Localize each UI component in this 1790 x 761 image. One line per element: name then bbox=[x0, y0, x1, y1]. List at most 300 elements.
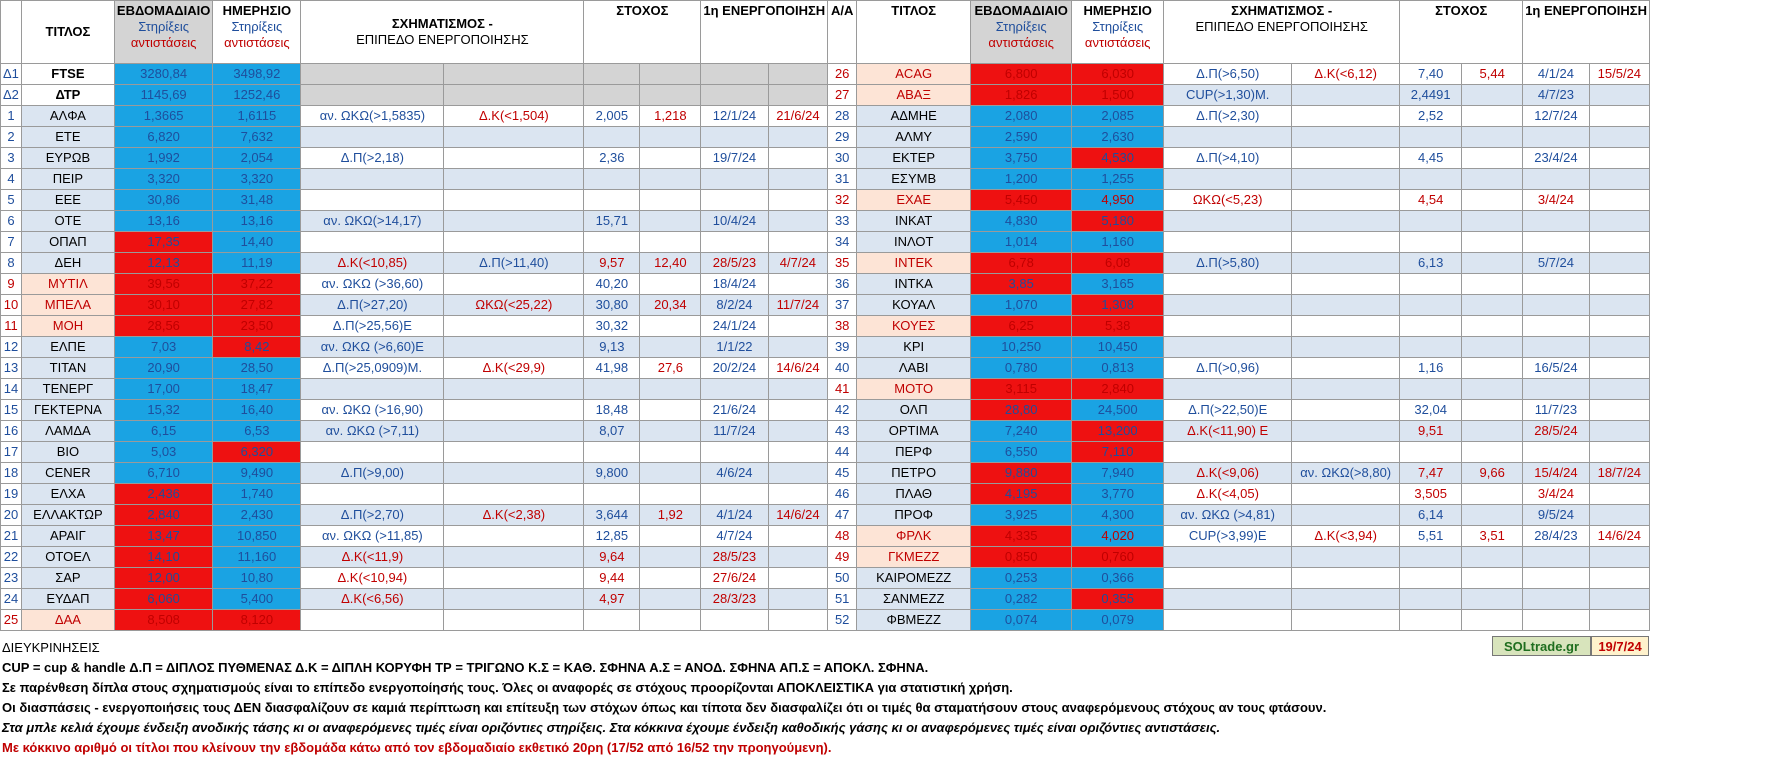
right-formation-primary: Δ.Π(>5,80) bbox=[1164, 253, 1292, 274]
left-target-primary bbox=[584, 610, 640, 631]
right-activation-primary: 12/7/24 bbox=[1523, 106, 1590, 127]
left-formation-secondary: Δ.Π(>11,40) bbox=[444, 253, 584, 274]
left-daily-level: 8,120 bbox=[213, 610, 301, 631]
right-row-index: 44 bbox=[828, 442, 857, 463]
right-target-primary bbox=[1400, 589, 1462, 610]
right-activation-primary bbox=[1523, 274, 1590, 295]
left-formation-secondary bbox=[444, 127, 584, 148]
left-weekly-level: 13,47 bbox=[114, 526, 212, 547]
right-weekly-level: 6,78 bbox=[971, 253, 1072, 274]
right-target-primary bbox=[1400, 211, 1462, 232]
right-target-primary bbox=[1400, 295, 1462, 316]
left-activation-primary bbox=[701, 232, 768, 253]
left-row-index: 4 bbox=[1, 169, 22, 190]
right-activation-primary: 15/4/24 bbox=[1523, 463, 1590, 484]
right-target-primary bbox=[1400, 442, 1462, 463]
right-target-primary: 3,505 bbox=[1400, 484, 1462, 505]
right-formation-secondary bbox=[1292, 232, 1400, 253]
left-target-secondary: 1,218 bbox=[640, 106, 701, 127]
left-formation-primary: Δ.Π(>27,20) bbox=[301, 295, 444, 316]
right-row-index: 41 bbox=[828, 379, 857, 400]
left-target-primary: 18,48 bbox=[584, 400, 640, 421]
right-activation-secondary bbox=[1589, 190, 1649, 211]
left-weekly-level: 12,00 bbox=[114, 568, 212, 589]
left-formation-primary: Δ.Κ(<10,85) bbox=[301, 253, 444, 274]
right-formation-secondary bbox=[1292, 337, 1400, 358]
right-daily-level: 2,840 bbox=[1072, 379, 1164, 400]
right-ticker: ΙΝΤΕΚ bbox=[857, 253, 971, 274]
right-daily-level: 2,630 bbox=[1072, 127, 1164, 148]
left-formation-primary: αν. ΩΚΩ(>1,5835) bbox=[301, 106, 444, 127]
table-row bbox=[1, 421, 1650, 442]
right-activation-secondary: 14/6/24 bbox=[1589, 526, 1649, 547]
left-activation-secondary bbox=[768, 421, 828, 442]
left-ticker: ΓΕΚΤΕΡΝΑ bbox=[21, 400, 114, 421]
right-row-index: 45 bbox=[828, 463, 857, 484]
header-aa-right: Α/Α bbox=[828, 1, 857, 64]
right-ticker: ΙΝΤΚΑ bbox=[857, 274, 971, 295]
right-activation-secondary bbox=[1589, 589, 1649, 610]
right-formation-primary: CUP(>3,99)Ε bbox=[1164, 526, 1292, 547]
left-weekly-level: 30,10 bbox=[114, 295, 212, 316]
left-row-index: 15 bbox=[1, 400, 22, 421]
left-row-index: 20 bbox=[1, 505, 22, 526]
left-target-secondary bbox=[640, 169, 701, 190]
left-weekly-level: 5,03 bbox=[114, 442, 212, 463]
left-activation-secondary: 4/7/24 bbox=[768, 253, 828, 274]
right-formation-primary: αν. ΩΚΩ (>4,81) bbox=[1164, 505, 1292, 526]
right-daily-level: 5,180 bbox=[1072, 211, 1164, 232]
right-row-index: 29 bbox=[828, 127, 857, 148]
header-title-right: ΤΙΤΛΟΣ bbox=[857, 1, 971, 64]
right-formation-secondary bbox=[1292, 211, 1400, 232]
left-target-primary bbox=[584, 190, 640, 211]
left-weekly-level: 6,15 bbox=[114, 421, 212, 442]
right-activation-primary: 3/4/24 bbox=[1523, 484, 1590, 505]
left-ticker: ΔΑΑ bbox=[21, 610, 114, 631]
left-ticker: ΑΛΦΑ bbox=[21, 106, 114, 127]
right-weekly-level: 0,282 bbox=[971, 589, 1072, 610]
right-activation-primary: 28/4/23 bbox=[1523, 526, 1590, 547]
right-activation-secondary: 18/7/24 bbox=[1589, 463, 1649, 484]
left-daily-level: 7,632 bbox=[213, 127, 301, 148]
right-formation-secondary bbox=[1292, 400, 1400, 421]
right-formation-primary: ΩΚΩ(<5,23) bbox=[1164, 190, 1292, 211]
header-target-left: ΣΤΟΧΟΣ bbox=[584, 1, 701, 64]
right-target-primary bbox=[1400, 169, 1462, 190]
left-daily-level: 16,40 bbox=[213, 400, 301, 421]
left-activation-primary bbox=[701, 127, 768, 148]
right-formation-secondary: Δ.Κ(<6,12) bbox=[1292, 64, 1400, 85]
right-target-primary bbox=[1400, 232, 1462, 253]
right-activation-primary: 9/5/24 bbox=[1523, 505, 1590, 526]
right-daily-level: 1,255 bbox=[1072, 169, 1164, 190]
right-target-secondary bbox=[1462, 400, 1523, 421]
left-target-secondary bbox=[640, 211, 701, 232]
left-target-secondary bbox=[640, 463, 701, 484]
right-ticker: ΙΝΛΟΤ bbox=[857, 232, 971, 253]
left-row-index: 22 bbox=[1, 547, 22, 568]
right-row-index: 52 bbox=[828, 610, 857, 631]
right-formation-primary bbox=[1164, 316, 1292, 337]
left-target-primary bbox=[584, 484, 640, 505]
left-formation-primary bbox=[301, 442, 444, 463]
right-activation-primary: 4/1/24 bbox=[1523, 64, 1590, 85]
right-weekly-level: 2,080 bbox=[971, 106, 1072, 127]
right-weekly-level: 1,014 bbox=[971, 232, 1072, 253]
left-activation-primary: 28/5/23 bbox=[701, 547, 768, 568]
left-target-primary: 40,20 bbox=[584, 274, 640, 295]
right-formation-secondary bbox=[1292, 547, 1400, 568]
left-target-secondary bbox=[640, 190, 701, 211]
right-row-index: 48 bbox=[828, 526, 857, 547]
right-target-secondary bbox=[1462, 505, 1523, 526]
left-formation-secondary bbox=[444, 169, 584, 190]
left-daily-level: 2,430 bbox=[213, 505, 301, 526]
left-row-index: 11 bbox=[1, 316, 22, 337]
left-target-secondary bbox=[640, 274, 701, 295]
right-row-index: 27 bbox=[828, 85, 857, 106]
right-weekly-level: 1,200 bbox=[971, 169, 1072, 190]
right-activation-primary bbox=[1523, 337, 1590, 358]
left-daily-level: 14,40 bbox=[213, 232, 301, 253]
right-ticker: ΣΑΝΜΕΖΖ bbox=[857, 589, 971, 610]
left-activation-primary: 12/1/24 bbox=[701, 106, 768, 127]
right-formation-secondary bbox=[1292, 316, 1400, 337]
right-row-index: 40 bbox=[828, 358, 857, 379]
left-daily-level: 6,320 bbox=[213, 442, 301, 463]
notes-disclaimer: Οι διασπάσεις - ενεργοποιήσεις τους ΔΕΝ διασφαλίζουν σε καμιά περίπτωση και επίτευξη των στόχων όπως και τίποτα δεν διασφαλίζει ότι οι τιμές θα σταματήσουν στους αναφερόμενους στόχους αν τους φτάσουν. bbox=[2, 700, 1327, 715]
right-formation-primary bbox=[1164, 232, 1292, 253]
right-formation-primary bbox=[1164, 211, 1292, 232]
right-ticker: ΕΣΥΜΒ bbox=[857, 169, 971, 190]
left-row-index: Δ2 bbox=[1, 85, 22, 106]
right-formation-primary bbox=[1164, 274, 1292, 295]
right-ticker: ΟΡΤΙΜΑ bbox=[857, 421, 971, 442]
date-badge: 19/7/24 bbox=[1591, 636, 1649, 656]
right-formation-primary bbox=[1164, 379, 1292, 400]
left-activation-primary bbox=[701, 190, 768, 211]
left-ticker: ΛΑΜΔΑ bbox=[21, 421, 114, 442]
left-target-secondary bbox=[640, 316, 701, 337]
right-target-secondary bbox=[1462, 274, 1523, 295]
notes-activation-info: Σε παρένθεση δίπλα στους σχηματισμούς είναι το επίπεδο ενεργοποίησής τους. Όλες οι αναφορές σε στόχους προορίζονται ΑΠΟΚΛΕΙΣΤΙΚΑ για στατιστική χρήση. bbox=[2, 680, 1013, 695]
left-formation-secondary: Δ.Κ(<1,504) bbox=[444, 106, 584, 127]
left-formation-primary bbox=[301, 190, 444, 211]
left-activation-secondary bbox=[768, 232, 828, 253]
left-activation-secondary bbox=[768, 484, 828, 505]
left-target-primary: 30,32 bbox=[584, 316, 640, 337]
left-target-primary: 2,36 bbox=[584, 148, 640, 169]
right-daily-level: 2,085 bbox=[1072, 106, 1164, 127]
left-target-secondary bbox=[640, 400, 701, 421]
table-row bbox=[1, 64, 1650, 85]
right-target-secondary bbox=[1462, 421, 1523, 442]
right-target-secondary bbox=[1462, 484, 1523, 505]
left-target-secondary bbox=[640, 337, 701, 358]
left-formation-secondary bbox=[444, 547, 584, 568]
left-ticker: ΔΤΡ bbox=[21, 85, 114, 106]
left-target-primary: 9,64 bbox=[584, 547, 640, 568]
right-target-primary bbox=[1400, 316, 1462, 337]
left-formation-secondary bbox=[444, 64, 584, 85]
right-ticker: ΕΧΑΕ bbox=[857, 190, 971, 211]
left-weekly-level: 1145,69 bbox=[114, 85, 212, 106]
right-target-secondary bbox=[1462, 127, 1523, 148]
right-ticker: ΠΡΟΦ bbox=[857, 505, 971, 526]
table-row bbox=[1, 232, 1650, 253]
right-formation-secondary bbox=[1292, 358, 1400, 379]
left-activation-secondary bbox=[768, 211, 828, 232]
right-target-primary bbox=[1400, 610, 1462, 631]
table-row bbox=[1, 211, 1650, 232]
table-row bbox=[1, 127, 1650, 148]
left-daily-level: 5,400 bbox=[213, 589, 301, 610]
left-target-secondary bbox=[640, 379, 701, 400]
left-target-secondary bbox=[640, 64, 701, 85]
left-weekly-level: 13,16 bbox=[114, 211, 212, 232]
right-formation-secondary: Δ.Κ(<3,94) bbox=[1292, 526, 1400, 547]
right-activation-secondary bbox=[1589, 547, 1649, 568]
left-activation-primary: 24/1/24 bbox=[701, 316, 768, 337]
left-target-secondary bbox=[640, 85, 701, 106]
right-target-secondary: 5,44 bbox=[1462, 64, 1523, 85]
left-target-primary bbox=[584, 232, 640, 253]
right-formation-secondary bbox=[1292, 106, 1400, 127]
right-activation-primary: 16/5/24 bbox=[1523, 358, 1590, 379]
left-activation-secondary: 11/7/24 bbox=[768, 295, 828, 316]
right-ticker: ΟΛΠ bbox=[857, 400, 971, 421]
right-weekly-level: 28,80 bbox=[971, 400, 1072, 421]
left-ticker: ΕΛΠΕ bbox=[21, 337, 114, 358]
left-formation-primary: Δ.Π(>25,0909)Μ. bbox=[301, 358, 444, 379]
right-formation-primary: Δ.Κ(<11,90) Ε bbox=[1164, 421, 1292, 442]
right-weekly-level: 1,070 bbox=[971, 295, 1072, 316]
right-activation-secondary bbox=[1589, 253, 1649, 274]
left-formation-secondary bbox=[444, 211, 584, 232]
left-row-index: 23 bbox=[1, 568, 22, 589]
left-ticker: FTSE bbox=[21, 64, 114, 85]
left-formation-primary: αν. ΩΚΩ (>11,85) bbox=[301, 526, 444, 547]
right-weekly-level: 6,25 bbox=[971, 316, 1072, 337]
right-target-primary: 32,04 bbox=[1400, 400, 1462, 421]
header-daily-left: ΗΜΕΡΗΣΙΟ Στηρίξεις αντιστάσεις bbox=[213, 1, 301, 64]
left-formation-primary: Δ.Π(>2,18) bbox=[301, 148, 444, 169]
left-activation-secondary bbox=[768, 337, 828, 358]
right-target-secondary bbox=[1462, 295, 1523, 316]
header-activation-right: 1η ΕΝΕΡΓΟΠΟΙΗΣΗ bbox=[1523, 1, 1650, 64]
right-formation-secondary bbox=[1292, 610, 1400, 631]
right-ticker: ΑΛΜΥ bbox=[857, 127, 971, 148]
left-formation-secondary bbox=[444, 190, 584, 211]
left-formation-primary bbox=[301, 379, 444, 400]
left-ticker: ΣΑΡ bbox=[21, 568, 114, 589]
right-target-secondary bbox=[1462, 316, 1523, 337]
right-ticker: ΚΟΥΑΛ bbox=[857, 295, 971, 316]
table-row bbox=[1, 568, 1650, 589]
left-target-primary bbox=[584, 64, 640, 85]
left-activation-secondary: 21/6/24 bbox=[768, 106, 828, 127]
left-target-secondary bbox=[640, 442, 701, 463]
left-activation-secondary bbox=[768, 526, 828, 547]
table-row bbox=[1, 295, 1650, 316]
right-weekly-level: 2,590 bbox=[971, 127, 1072, 148]
right-formation-secondary bbox=[1292, 379, 1400, 400]
right-target-primary: 4,54 bbox=[1400, 190, 1462, 211]
left-activation-primary bbox=[701, 442, 768, 463]
left-daily-level: 3498,92 bbox=[213, 64, 301, 85]
left-activation-secondary bbox=[768, 400, 828, 421]
left-target-secondary bbox=[640, 127, 701, 148]
left-weekly-level: 1,3665 bbox=[114, 106, 212, 127]
table-row bbox=[1, 589, 1650, 610]
right-row-index: 32 bbox=[828, 190, 857, 211]
right-weekly-level: 0,780 bbox=[971, 358, 1072, 379]
left-target-primary bbox=[584, 379, 640, 400]
right-row-index: 31 bbox=[828, 169, 857, 190]
right-weekly-level: 3,115 bbox=[971, 379, 1072, 400]
right-row-index: 35 bbox=[828, 253, 857, 274]
left-target-primary bbox=[584, 169, 640, 190]
right-ticker: ΚΟΥΕΣ bbox=[857, 316, 971, 337]
left-activation-primary bbox=[701, 169, 768, 190]
right-formation-secondary: αν. ΩΚΩ(>8,80) bbox=[1292, 463, 1400, 484]
left-activation-primary: 8/2/24 bbox=[701, 295, 768, 316]
left-row-index: 16 bbox=[1, 421, 22, 442]
right-activation-secondary bbox=[1589, 106, 1649, 127]
right-target-secondary bbox=[1462, 358, 1523, 379]
right-activation-secondary bbox=[1589, 610, 1649, 631]
right-formation-primary bbox=[1164, 568, 1292, 589]
right-target-secondary bbox=[1462, 568, 1523, 589]
left-daily-level: 13,16 bbox=[213, 211, 301, 232]
right-activation-primary: 28/5/24 bbox=[1523, 421, 1590, 442]
right-weekly-level: 0,074 bbox=[971, 610, 1072, 631]
right-row-index: 39 bbox=[828, 337, 857, 358]
left-daily-level: 37,22 bbox=[213, 274, 301, 295]
right-weekly-level: 1,826 bbox=[971, 85, 1072, 106]
right-daily-level: 4,020 bbox=[1072, 526, 1164, 547]
left-daily-level: 2,054 bbox=[213, 148, 301, 169]
left-formation-secondary bbox=[444, 463, 584, 484]
table-row bbox=[1, 505, 1650, 526]
left-daily-level: 28,50 bbox=[213, 358, 301, 379]
table-row bbox=[1, 610, 1650, 631]
left-row-index: 17 bbox=[1, 442, 22, 463]
header-formation-left: ΣΧΗΜΑΤΙΣΜΟΣ - ΕΠΙΠΕΔΟ ΕΝΕΡΓΟΠΟΙΗΣΗΣ bbox=[301, 1, 584, 64]
site-badge: SOLtrade.gr bbox=[1492, 636, 1591, 656]
right-formation-primary: Δ.Π(>6,50) bbox=[1164, 64, 1292, 85]
left-weekly-level: 12,13 bbox=[114, 253, 212, 274]
left-activation-secondary bbox=[768, 442, 828, 463]
right-row-index: 28 bbox=[828, 106, 857, 127]
left-formation-secondary: Δ.Κ(<2,38) bbox=[444, 505, 584, 526]
right-target-primary bbox=[1400, 547, 1462, 568]
left-formation-primary bbox=[301, 169, 444, 190]
right-target-secondary bbox=[1462, 379, 1523, 400]
right-target-primary: 6,14 bbox=[1400, 505, 1462, 526]
right-row-index: 36 bbox=[828, 274, 857, 295]
right-formation-secondary bbox=[1292, 253, 1400, 274]
left-formation-secondary bbox=[444, 85, 584, 106]
right-daily-level: 7,110 bbox=[1072, 442, 1164, 463]
left-daily-level: 11,160 bbox=[213, 547, 301, 568]
right-activation-secondary bbox=[1589, 85, 1649, 106]
left-activation-secondary: 14/6/24 bbox=[768, 505, 828, 526]
left-activation-secondary bbox=[768, 379, 828, 400]
left-formation-secondary bbox=[444, 442, 584, 463]
left-row-index: 5 bbox=[1, 190, 22, 211]
right-daily-level: 1,160 bbox=[1072, 232, 1164, 253]
left-ticker: ΒΙΟ bbox=[21, 442, 114, 463]
left-activation-primary: 28/3/23 bbox=[701, 589, 768, 610]
left-activation-primary: 20/2/24 bbox=[701, 358, 768, 379]
left-target-secondary: 1,92 bbox=[640, 505, 701, 526]
table-row bbox=[1, 463, 1650, 484]
left-formation-primary: αν. ΩΚΩ (>6,60)Ε bbox=[301, 337, 444, 358]
left-target-secondary bbox=[640, 421, 701, 442]
left-activation-primary: 19/7/24 bbox=[701, 148, 768, 169]
right-ticker: ΦΒΜΕΖΖ bbox=[857, 610, 971, 631]
left-target-primary: 8,07 bbox=[584, 421, 640, 442]
left-row-index: 10 bbox=[1, 295, 22, 316]
notes-title: ΔΙΕΥΚΡΙΝΗΣΕΙΣ bbox=[2, 640, 100, 655]
right-daily-level: 5,38 bbox=[1072, 316, 1164, 337]
right-row-index: 46 bbox=[828, 484, 857, 505]
right-formation-primary bbox=[1164, 295, 1292, 316]
table-row bbox=[1, 169, 1650, 190]
right-target-primary: 5,51 bbox=[1400, 526, 1462, 547]
right-row-index: 43 bbox=[828, 421, 857, 442]
header-row bbox=[1, 1, 1650, 64]
right-daily-level: 1,500 bbox=[1072, 85, 1164, 106]
table-row bbox=[1, 253, 1650, 274]
left-activation-primary: 21/6/24 bbox=[701, 400, 768, 421]
right-formation-secondary bbox=[1292, 85, 1400, 106]
left-daily-level: 10,850 bbox=[213, 526, 301, 547]
right-row-index: 38 bbox=[828, 316, 857, 337]
left-daily-level: 27,82 bbox=[213, 295, 301, 316]
left-ticker: ΕΛΧΑ bbox=[21, 484, 114, 505]
left-daily-level: 1,740 bbox=[213, 484, 301, 505]
right-activation-secondary bbox=[1589, 274, 1649, 295]
right-weekly-level: 4,195 bbox=[971, 484, 1072, 505]
left-activation-primary: 1/1/22 bbox=[701, 337, 768, 358]
right-formation-primary: Δ.Π(>0,96) bbox=[1164, 358, 1292, 379]
right-formation-secondary bbox=[1292, 274, 1400, 295]
left-row-index: 1 bbox=[1, 106, 22, 127]
right-target-secondary bbox=[1462, 148, 1523, 169]
left-target-primary: 4,97 bbox=[584, 589, 640, 610]
right-row-index: 33 bbox=[828, 211, 857, 232]
right-target-primary: 9,51 bbox=[1400, 421, 1462, 442]
left-weekly-level: 7,03 bbox=[114, 337, 212, 358]
left-daily-level: 18,47 bbox=[213, 379, 301, 400]
right-row-index: 49 bbox=[828, 547, 857, 568]
right-weekly-level: 9,880 bbox=[971, 463, 1072, 484]
left-formation-primary: Δ.Π(>2,70) bbox=[301, 505, 444, 526]
right-weekly-level: 6,550 bbox=[971, 442, 1072, 463]
right-activation-secondary bbox=[1589, 484, 1649, 505]
left-daily-level: 6,53 bbox=[213, 421, 301, 442]
left-formation-primary: Δ.Π(>9,00) bbox=[301, 463, 444, 484]
left-activation-primary bbox=[701, 379, 768, 400]
right-ticker: ΠΕΡΦ bbox=[857, 442, 971, 463]
left-activation-primary bbox=[701, 610, 768, 631]
table-row bbox=[1, 547, 1650, 568]
right-activation-primary bbox=[1523, 127, 1590, 148]
right-target-primary: 7,40 bbox=[1400, 64, 1462, 85]
